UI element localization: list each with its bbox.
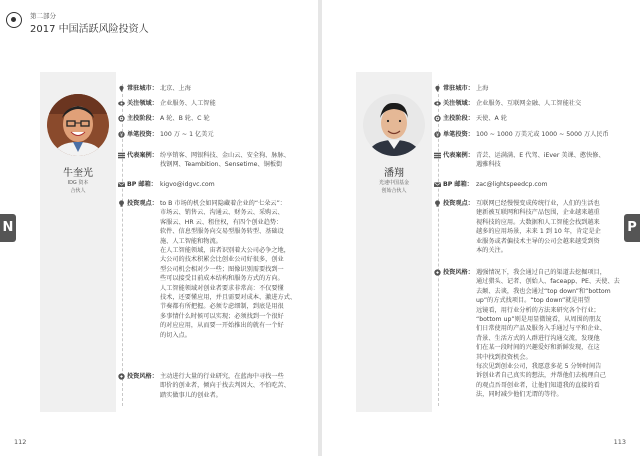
page-number-right: 113: [613, 438, 626, 446]
person-name-left: 牛奎光: [63, 168, 93, 179]
profile-card-left: [40, 72, 116, 412]
section-part-label: 第二部分: [30, 12, 56, 20]
location-icon: [434, 85, 441, 92]
portrait-right-icon: [363, 94, 425, 156]
target-icon: [434, 115, 441, 122]
person-org-left-2: 合伙人: [70, 188, 86, 194]
profile-card-right: [356, 72, 432, 412]
eye-icon: [434, 100, 441, 107]
section-title: 2017 中国活跃风险投资人: [30, 24, 149, 35]
svg-text:¥: ¥: [119, 132, 124, 138]
bulb-icon: [118, 200, 125, 207]
svg-text:¥: ¥: [435, 132, 440, 138]
section-tab-left: N: [0, 214, 16, 242]
person-name-right: 潘翔: [384, 168, 404, 179]
left-page: 第二部分 2017 中国活跃风险投资人 牛奎光 IDG 资本 合伙人 常驻城市： 北京、上海 关注领域： 企业服务、人工智能 主投阶段： A 轮、B 轮、C 轮 ¥ 单笔投资： 100 万 ~ 1 亿美元 代表案例： 纷享销客、网银科技、金山云、安全狗、脉脉、 找钢网、Teambition、Sensetime、铜板街 BP 邮箱： kigvo@idgvc.com 投资观点： to B 市场的机会如同隐藏着企业的“七朵云”： 市场云、销售云、沟通云、财务云、采购云、 客服云、HR 云、租住权，有四个创业趋势： 软件、信息型服务向交易型服务转型、基础设 施、人工智能和物流。 在人工智能领域，宙者识别着大公司必争之地， 大公司的技术积累会比创业公司好很多，创业 型公司机会相对少一些；图像识别需要找到一 些可以接受目前成本结构和服务方式的方向。 人工智能领域对创业者要求非常高：不仅要懂 技术，还要懂应用，并且需要对成本、激进方式、 节奏都有所把握。必须专虑细制，到底是用很 多事情什么时候可以实现；必须找到一个很好 的对应应用，从而要一开始推出的就有一个好 的切入点。 投资风格： 主动进行大量的行业研究，在蓝海中寻找一些 即价的创业者，倾向于找去判因大、不怕吃苦、 踏实做事儿的创业者。 N 112: [0, 0, 318, 456]
mail-icon: [434, 181, 441, 188]
portrait-left-icon: [47, 94, 109, 156]
page-number-left: 112: [14, 438, 27, 446]
right-page: 潘翔 光速中国基金 创始合伙人 常驻城市： 上海 关注领域： 企业服务、互联网金融、人工智能社交 主投阶段： 天使、A 轮 ¥ 单笔投资： 100 ~ 1000 万美元或 1000 ~ 5000 万人民币 代表案例： 青芸、运满满、E 代驾、iEver 美课、憨快修、 遇雅科技 BP 邮箱： zac@lightspeedcp.com 投资观点： 互联网已经慢慢变成传统行业，人们的生活也 建新被互联网和科技产品包围，企业越来越重 视科技的应用。大数据和人工智能会找到越来 越多的应用场景，未来 1 到 10 年，肯定是企 业服务或者偏技术主导的公司会越来越受到资 本的关注。 投资风格： 遇强情况下，我会通过自己的渠道去挖掘项目， 通过猎头、记者、创始人、faceapp、PE、天使、去 去颠、去谈，我也会通过“top down”和“bottom up”的方式找项目。“top down”就是用望 远镜看，用行业分析的方法来研究各个行业； “bottom up”则是用显微镜看，从周围的朋友 们日常使用的产品及服务入手通过与平和企业、 背景、生活方式的人群进行沟通交流，发现他 们在某一段时间的兴趣爱好和新鲜发现，在这 其中找到投资机会。 每次见到创业公司，我愿意多花 5 分钟时间告 诉创业者自己真实的想法，并帮他们去梳理自己 的观点吾哥创业者，让他们知道我的直接的看 法，同时减少他们无谓的等待。 P 113: [322, 0, 640, 456]
style-icon: [118, 373, 125, 380]
target-icon: [118, 115, 125, 122]
section-circle-icon: [6, 12, 22, 28]
avatar-right: [363, 94, 425, 156]
mail-icon: [118, 181, 125, 188]
list-icon: [434, 152, 441, 159]
section-tab-right: P: [624, 214, 640, 242]
person-org-right-2: 创始合伙人: [381, 188, 407, 194]
bulb-icon: [434, 200, 441, 207]
money-icon: [434, 131, 441, 138]
list-icon: [118, 152, 125, 159]
avatar-left: [47, 94, 109, 156]
person-org-left-1: IDG 资本: [67, 180, 89, 186]
location-icon: [118, 85, 125, 92]
eye-icon: [118, 100, 125, 107]
person-org-right-1: 光速中国基金: [378, 180, 409, 186]
style-icon: [434, 269, 441, 276]
money-icon: [118, 131, 125, 138]
